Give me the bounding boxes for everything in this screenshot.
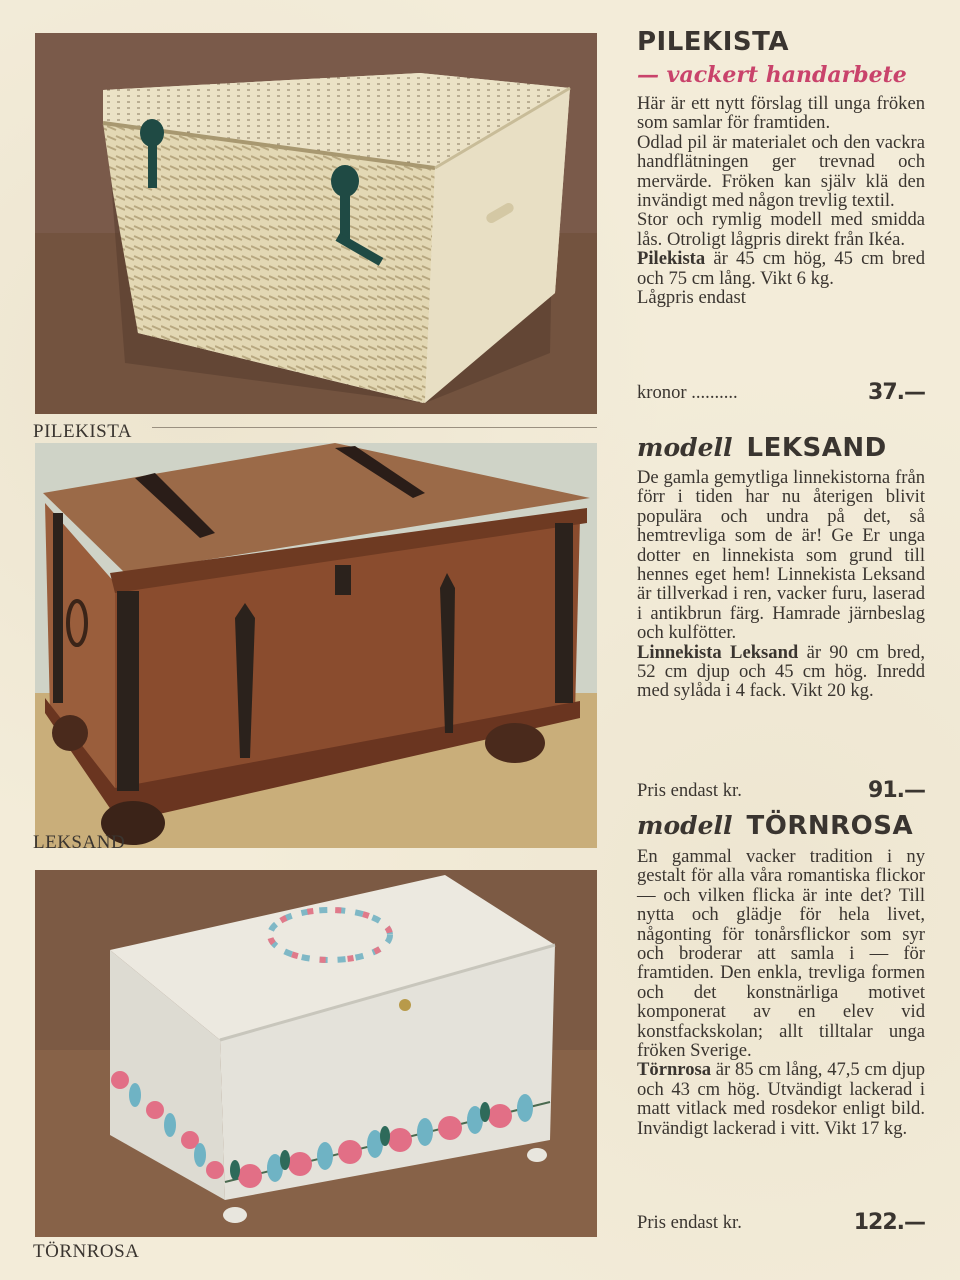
spec-text: är 85 cm lång, 47,5 cm djup och 43 cm hög. Utvändigt lackerad i matt vitlack med rosdekor enligt bild. Invändigt lackerad i vitt. Vikt 17 kg. [637,1059,925,1139]
paragraph: En gammal vacker tradition i ny gestalt för alla våra romantiska flickor — och vilken flicka är inte det? Till nytta och glädje för hela livet, någonting för tonårsflickor som syr och broderar att samla i — för framtiden. Den enkla, trevliga formen och det konstnärliga motivet komponerat av en elev vid konstfackskolan; allt tilltalar unga fröken Sverige. [637,846,925,1062]
wooden-chest-image [35,443,597,848]
paragraph: Här är ett nytt förslag till unga fröken som samlar för framtiden. [637,93,925,134]
paragraph: Stor och rymlig modell med smidda lås. Otroligt lågpris direkt från Ikéa. [637,209,925,250]
spec-text: är 45 cm hög, 45 cm bred och 75 cm lång. Vikt 6 kg. [637,248,925,289]
pilekista-photo [35,33,597,414]
model-name: TÖRNROSA [746,811,914,841]
pilekista-title: PILEKISTA [637,27,789,57]
model-prefix: modell [637,811,733,840]
price-label: kronor .......... [637,382,738,403]
leksand-caption: LEKSAND [33,832,126,853]
price-value: 91.— [868,778,925,803]
spec-paragraph [637,1060,925,1138]
paragraph: Odlad pil är materialet och den vackra handflätningen ger trevnad och mervärde. Fröken kan själv klä den invändigt med någon trevlig textil. [637,131,925,212]
spec-name: Linnekista Leksand [637,641,799,663]
white-painted-chest-image [35,870,597,1237]
price-label: Pris endast kr. [637,1212,742,1233]
price-label: Pris endast kr. [637,780,742,801]
price-value: 37.— [868,380,925,405]
leksand-price-row [637,778,925,803]
pilekista-description [637,94,925,307]
caption-rule [152,427,597,428]
tornrosa-photo [35,870,597,1237]
leksand-photo [35,443,597,848]
spec-name: Pilekista [637,248,706,270]
tornrosa-description [637,847,925,1138]
spec-paragraph [637,643,925,701]
pilekista-caption: PILEKISTA [33,421,133,442]
spec-name: Törnrosa [637,1059,712,1081]
tornrosa-caption: TÖRNROSA [33,1241,140,1262]
leksand-heading [637,433,925,463]
model-name: LEKSAND [746,433,887,463]
spec-text: är 90 cm bred, 52 cm djup och 45 cm hög. Inredd med sylåda i 4 fack. Vikt 20 kg. [637,641,925,702]
spec-paragraph [637,249,925,288]
pilekista-subtitle: — vackert handarbete [637,62,907,88]
pilekista-price-row [637,380,925,405]
price-value: 122.— [853,1210,925,1235]
leksand-description [637,468,925,701]
wicker-chest-image [35,33,597,414]
price-label-line1: Lågpris endast [637,287,746,309]
model-prefix: modell [637,433,733,462]
paragraph: De gamla gemytliga linnekistorna från förr i tiden har nu återigen blivit populära och undra på det, så hemtrevliga som de är! Ge Er unga dotter en linnekista som grund till hennes eget hem! Linnekista Leksand är tillverkad i ren, vacker furu, laserad i antikbrun färg. Hamrade järnbeslag och kulfötter. [637,467,925,644]
tornrosa-heading [637,811,925,841]
tornrosa-price-row [637,1210,925,1235]
